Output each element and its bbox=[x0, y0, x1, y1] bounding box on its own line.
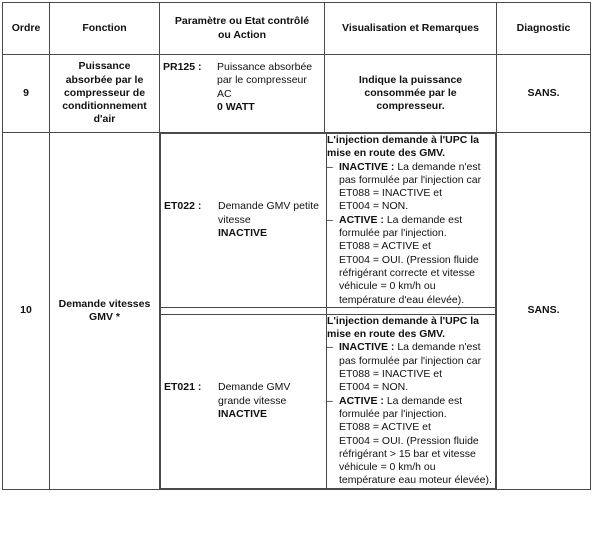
table-row-10 bbox=[3, 133, 591, 490]
header-diagnostic: Diagnostic bbox=[497, 3, 591, 55]
sub-rows-cell bbox=[160, 133, 497, 490]
fonction-cell: Demande vitesses GMV * bbox=[50, 133, 160, 490]
sub-row-et021 bbox=[161, 314, 496, 488]
param-value: 0 WATT bbox=[217, 100, 255, 113]
list-item: – INACTIVE : La demande n'est pas formulée par l'injection car ET088 = INACTIVE et ET004 = NON. bbox=[327, 161, 495, 214]
remarks-cell: Indique la puissance consommée par le compresseur. bbox=[325, 55, 497, 133]
param-description bbox=[217, 61, 320, 114]
state-text: La demande n'est pas formulée par l'injection car bbox=[339, 341, 482, 367]
state-label: ACTIVE : bbox=[339, 394, 384, 407]
list-item: – ACTIVE : La demande est formulée par l'injection. ET088 = ACTIVE et ET004 = OUI. (Pression fluide réfrigérant > 15 bar et vitesse véhicule = 0 km/h ou température eau moteur élevée). bbox=[327, 395, 495, 488]
state-line: ET088 = ACTIVE et bbox=[339, 421, 431, 434]
list-item: – ACTIVE : La demande est formulée par l'injection. ET088 = ACTIVE et ET004 = OUI. (Pression fluide réfrigérant correcte et vitesse véhicule = 0 km/h ou température d'eau élevée). bbox=[327, 214, 495, 307]
param-code: ET022 : bbox=[164, 200, 202, 213]
param-description bbox=[218, 200, 322, 240]
param-code: ET021 : bbox=[164, 381, 202, 394]
sub-rows bbox=[160, 133, 496, 489]
state-line: ET004 = OUI. (Pression fluide réfrigérant > 15 bar et vitesse véhicule = 0 km/h ou température eau moteur élevée). bbox=[339, 434, 492, 487]
param-description bbox=[218, 381, 322, 421]
state-line: ET004 = NON. bbox=[339, 381, 409, 394]
ordre-cell: 10 bbox=[3, 133, 50, 490]
state-line: ET088 = INACTIVE et bbox=[339, 368, 443, 381]
state-line: ET004 = NON. bbox=[339, 200, 409, 213]
param-value: INACTIVE bbox=[218, 407, 268, 420]
state-label: INACTIVE : bbox=[339, 341, 395, 354]
header-parametre: Paramètre ou Etat contrôlé ou Action bbox=[160, 3, 325, 55]
param-text: Demande GMV grande vitesse bbox=[218, 381, 291, 407]
sub-row-et022 bbox=[161, 134, 496, 308]
remarks-lead: L'injection demande à l'UPC la mise en route des GMV. bbox=[327, 314, 480, 341]
param-text: Demande GMV petite vitesse bbox=[218, 200, 319, 226]
header-row bbox=[3, 3, 591, 55]
state-text: La demande est formulée par l'injection. bbox=[339, 394, 463, 420]
table-row-9 bbox=[3, 55, 591, 133]
state-line: ET004 = OUI. (Pression fluide réfrigérant correcte et vitesse véhicule = 0 km/h ou température d'eau élevée). bbox=[339, 253, 479, 306]
state-text: La demande est formulée par l'injection. bbox=[339, 213, 463, 240]
state-label: INACTIVE : bbox=[339, 160, 395, 173]
state-label: ACTIVE : bbox=[339, 213, 384, 226]
remarks-list bbox=[327, 161, 495, 307]
param-text: Puissance absorbée par le compresseur AC bbox=[217, 61, 313, 100]
parametre-cell bbox=[161, 134, 327, 308]
header-fonction: Fonction bbox=[50, 3, 160, 55]
sub-row-gap bbox=[161, 307, 496, 314]
header-ordre: Ordre bbox=[3, 3, 50, 55]
param-value: INACTIVE bbox=[218, 227, 268, 240]
remarks-cell bbox=[327, 314, 496, 488]
fonction-cell: Puissance absorbée par le compresseur de conditionnement d'air bbox=[50, 55, 160, 133]
parametre-cell bbox=[161, 314, 327, 488]
state-text: La demande n'est pas formulée par l'injection car bbox=[339, 160, 482, 186]
diagnostic-table bbox=[2, 2, 591, 490]
diagnostic-cell: SANS. bbox=[497, 133, 591, 490]
param-code: PR125 : bbox=[163, 61, 202, 73]
remarks-list bbox=[327, 341, 495, 487]
state-line: ET088 = ACTIVE et bbox=[339, 240, 431, 253]
remarks-cell bbox=[327, 134, 496, 308]
state-line: ET088 = INACTIVE et bbox=[339, 187, 443, 200]
header-visualisation: Visualisation et Remarques bbox=[325, 3, 497, 55]
list-item: – INACTIVE : La demande n'est pas formulée par l'injection car ET088 = INACTIVE et ET004 = NON. bbox=[327, 341, 495, 394]
diagnostic-cell: SANS. bbox=[497, 55, 591, 133]
parametre-cell bbox=[160, 55, 325, 133]
remarks-lead: L'injection demande à l'UPC la mise en route des GMV. bbox=[327, 134, 480, 160]
ordre-cell: 9 bbox=[3, 55, 50, 133]
